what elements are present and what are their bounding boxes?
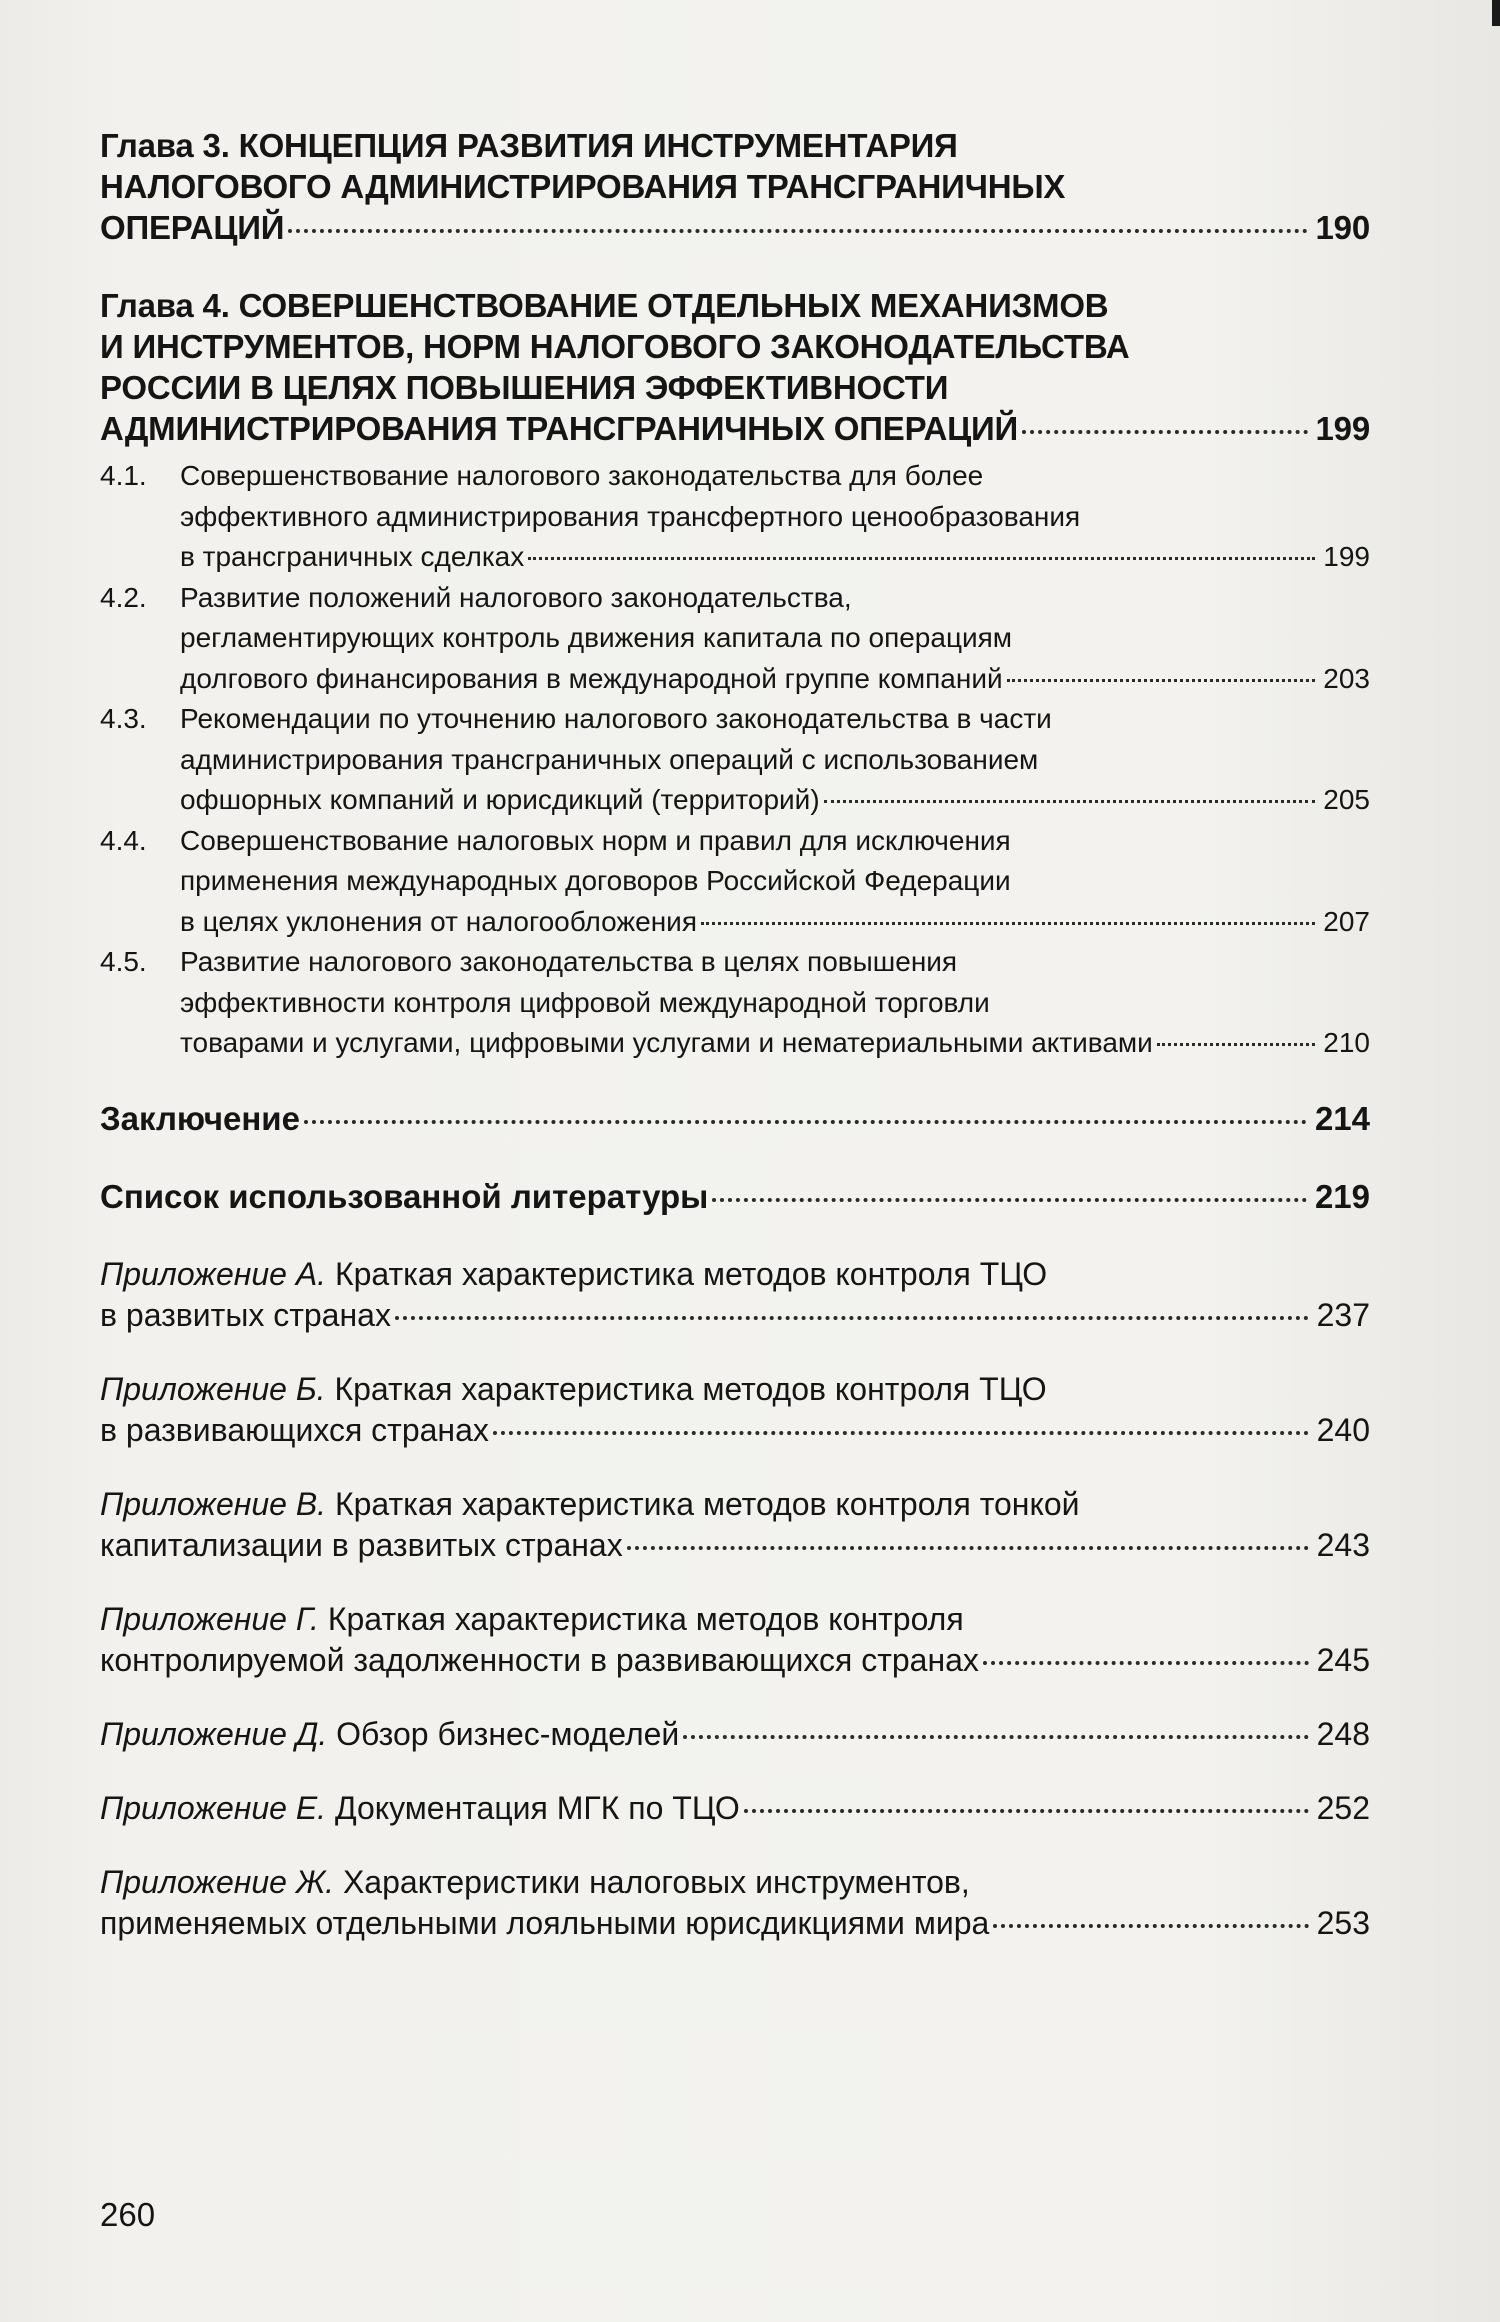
section-title-last-line — [180, 1023, 1370, 1064]
section-title-line: Рекомендации по уточнению налогового законодательства в части — [180, 703, 1052, 734]
page-ref: 199 — [1323, 541, 1370, 572]
toc-section-4-3 — [100, 699, 1370, 821]
section-number: 4.4. — [100, 824, 147, 856]
chapter-title-line: И ИНСТРУМЕНТОВ, НОРМ НАЛОГОВОГО ЗАКОНОДАТЕЛЬСТВА — [100, 328, 1130, 365]
toc-appendix-b — [100, 1369, 1370, 1451]
appendix-prefix: Приложение А. — [100, 1255, 327, 1292]
page-ref: 237 — [1316, 1296, 1370, 1333]
dot-leader — [824, 797, 1316, 803]
section-title-last-line — [180, 902, 1370, 943]
appendix-prefix: Приложение Д. — [100, 1715, 328, 1752]
section-number: 4.2. — [100, 581, 147, 613]
dot-leader — [701, 919, 1315, 925]
page-ref: 253 — [1316, 1904, 1370, 1941]
appendix-title-line: Краткая характеристика методов контроля ТЦО — [325, 1370, 1047, 1407]
section-title-line: Совершенствование налогового законодательства для более — [180, 460, 984, 491]
chapter-title-line: АДМИНИСТРИРОВАНИЯ ТРАНСГРАНИЧНЫХ ОПЕРАЦИЙ — [100, 410, 1019, 447]
toc-section-4-5 — [100, 942, 1370, 1064]
toc-section-4-1 — [100, 456, 1370, 578]
appendix-title-line: в развивающихся странах — [100, 1411, 489, 1448]
section-title-line: администрирования трансграничных операций с использованием — [180, 743, 1039, 775]
section-title-line: офшорных компаний и юрисдикций (территорий) — [180, 784, 820, 815]
toc-appendix-g — [100, 1599, 1370, 1681]
appendix-last-line — [100, 1295, 1370, 1336]
section-title-line: эффективного администрирования трансфертного ценообразования — [180, 500, 1081, 532]
appendix-title-line: контролируемой задолженности в развивающихся странах — [100, 1641, 979, 1678]
section-number: 4.3. — [100, 703, 147, 734]
page-ref: 203 — [1323, 662, 1370, 694]
section-title-line: эффективности контроля цифровой международной торговли — [180, 986, 990, 1018]
page-ref: 207 — [1323, 905, 1370, 937]
page-ref: 210 — [1323, 1027, 1370, 1058]
dot-leader — [993, 1921, 1308, 1928]
section-title-line: в трансграничных сделках — [180, 541, 525, 572]
appendix-title-line: применяемых отдельными лояльными юрисдикциями мира — [100, 1904, 990, 1941]
appendix-title-line: Документация МГК по ТЦО — [326, 1789, 740, 1826]
toc-references — [100, 1176, 1370, 1217]
section-number: 4.5. — [100, 946, 147, 977]
page-ref: 214 — [1314, 1099, 1370, 1137]
toc-appendix-v — [100, 1484, 1370, 1566]
dot-leader — [983, 1658, 1309, 1665]
section-title-last-line — [180, 659, 1370, 700]
chapter-title-line: Глава 3. КОНЦЕПЦИЯ РАЗВИТИЯ ИНСТРУМЕНТАРИЯ — [100, 127, 958, 164]
chapter-title-last-line — [100, 207, 1370, 248]
appendix-title-line: Краткая характеристика методов контроля — [318, 1600, 964, 1637]
toc-conclusion — [100, 1098, 1370, 1139]
appendix-title-line: в развитых странах — [100, 1296, 391, 1333]
appendix-prefix: Приложение Б. — [100, 1370, 326, 1407]
chapter-title-line: Глава 4. СОВЕРШЕНСТВОВАНИЕ ОТДЕЛЬНЫХ МЕХАНИЗМОВ — [100, 287, 1109, 324]
section-title-line: товарами и услугами, цифровыми услугами и нематериальными активами — [180, 1027, 1153, 1058]
page-number: 260 — [100, 2196, 156, 2233]
page-ref: 190 — [1315, 209, 1370, 246]
toc-appendix-a — [100, 1254, 1370, 1336]
scan-edge-mark — [1492, 0, 1500, 26]
dot-leader — [627, 1543, 1309, 1550]
dot-leader — [288, 226, 1307, 233]
dot-leader — [744, 1806, 1309, 1813]
section-title-line: Развитие положений налогового законодательства, — [180, 581, 852, 613]
chapter-title-last-line — [100, 408, 1370, 449]
section-title-last-line — [180, 780, 1370, 821]
page-ref: 248 — [1316, 1715, 1370, 1752]
section-title-line: Развитие налогового законодательства в целях повышения — [180, 946, 958, 977]
dot-leader — [683, 1732, 1308, 1739]
table-of-contents — [100, 125, 1370, 1977]
page-ref: 205 — [1323, 784, 1370, 815]
appendix-prefix: Приложение Ж. — [100, 1863, 335, 1900]
section-title-line: регламентирующих контроль движения капитала по операциям — [180, 622, 1013, 653]
chapter-title-line: ОПЕРАЦИЙ — [100, 209, 285, 246]
appendix-last-line — [100, 1525, 1370, 1566]
appendix-last-line — [100, 1410, 1370, 1451]
section-title-line: применения международных договоров Российской Федерации — [180, 865, 1011, 896]
toc-appendix-e — [100, 1788, 1370, 1829]
page-ref: 199 — [1315, 410, 1370, 447]
appendix-last-line — [100, 1788, 1370, 1829]
toc-section-4-2 — [100, 578, 1370, 700]
section-number: 4.1. — [100, 460, 147, 491]
dot-leader — [528, 554, 1315, 560]
dot-leader — [395, 1313, 1309, 1320]
entry-title: Список использованной литературы — [100, 1177, 709, 1215]
page-ref: 219 — [1314, 1177, 1370, 1215]
toc-appendix-d — [100, 1714, 1370, 1755]
appendix-prefix: Приложение Г. — [100, 1600, 319, 1637]
appendix-title-line: Краткая характеристика методов контроля ТЦО — [326, 1255, 1048, 1292]
dot-leader — [493, 1428, 1309, 1435]
appendix-last-line — [100, 1903, 1370, 1944]
appendix-title-line: Краткая характеристика методов контроля тонкой — [326, 1485, 1080, 1522]
entry-title: Заключение — [100, 1099, 300, 1137]
dot-leader — [712, 1195, 1307, 1202]
toc-section-4-4 — [100, 821, 1370, 943]
appendix-last-line — [100, 1640, 1370, 1681]
page-ref: 245 — [1316, 1641, 1370, 1678]
page-ref: 252 — [1316, 1789, 1370, 1826]
appendix-prefix: Приложение Е. — [100, 1789, 327, 1826]
appendix-prefix: Приложение В. — [100, 1485, 327, 1522]
dot-leader — [304, 1117, 1307, 1124]
section-title-line: долгового финансирования в международной группе компаний — [180, 662, 1003, 694]
section-title-line: Совершенствование налоговых норм и правил для исключения — [180, 824, 1011, 856]
dot-leader — [1007, 676, 1316, 682]
appendix-title-line: Характеристики налоговых инструментов, — [334, 1863, 970, 1900]
page-ref: 240 — [1316, 1411, 1370, 1448]
toc-appendix-zh — [100, 1862, 1370, 1944]
toc-sections — [100, 456, 1370, 1064]
dot-leader — [1022, 427, 1307, 434]
toc-chapter-3 — [100, 125, 1370, 248]
appendix-title-line: Обзор бизнес-моделей — [327, 1715, 680, 1752]
toc-chapter-4 — [100, 285, 1370, 449]
dot-leader — [1157, 1040, 1315, 1046]
section-title-line: в целях уклонения от налогообложения — [180, 905, 697, 937]
chapter-title-line: РОССИИ В ЦЕЛЯХ ПОВЫШЕНИЯ ЭФФЕКТИВНОСТИ — [100, 369, 949, 406]
appendix-last-line — [100, 1714, 1370, 1755]
section-title-last-line — [180, 537, 1370, 578]
chapter-title-line: НАЛОГОВОГО АДМИНИСТРИРОВАНИЯ ТРАНСГРАНИЧНЫХ — [100, 168, 1066, 205]
page-ref: 243 — [1316, 1526, 1370, 1563]
appendix-title-line: капитализации в развитых странах — [100, 1526, 623, 1563]
